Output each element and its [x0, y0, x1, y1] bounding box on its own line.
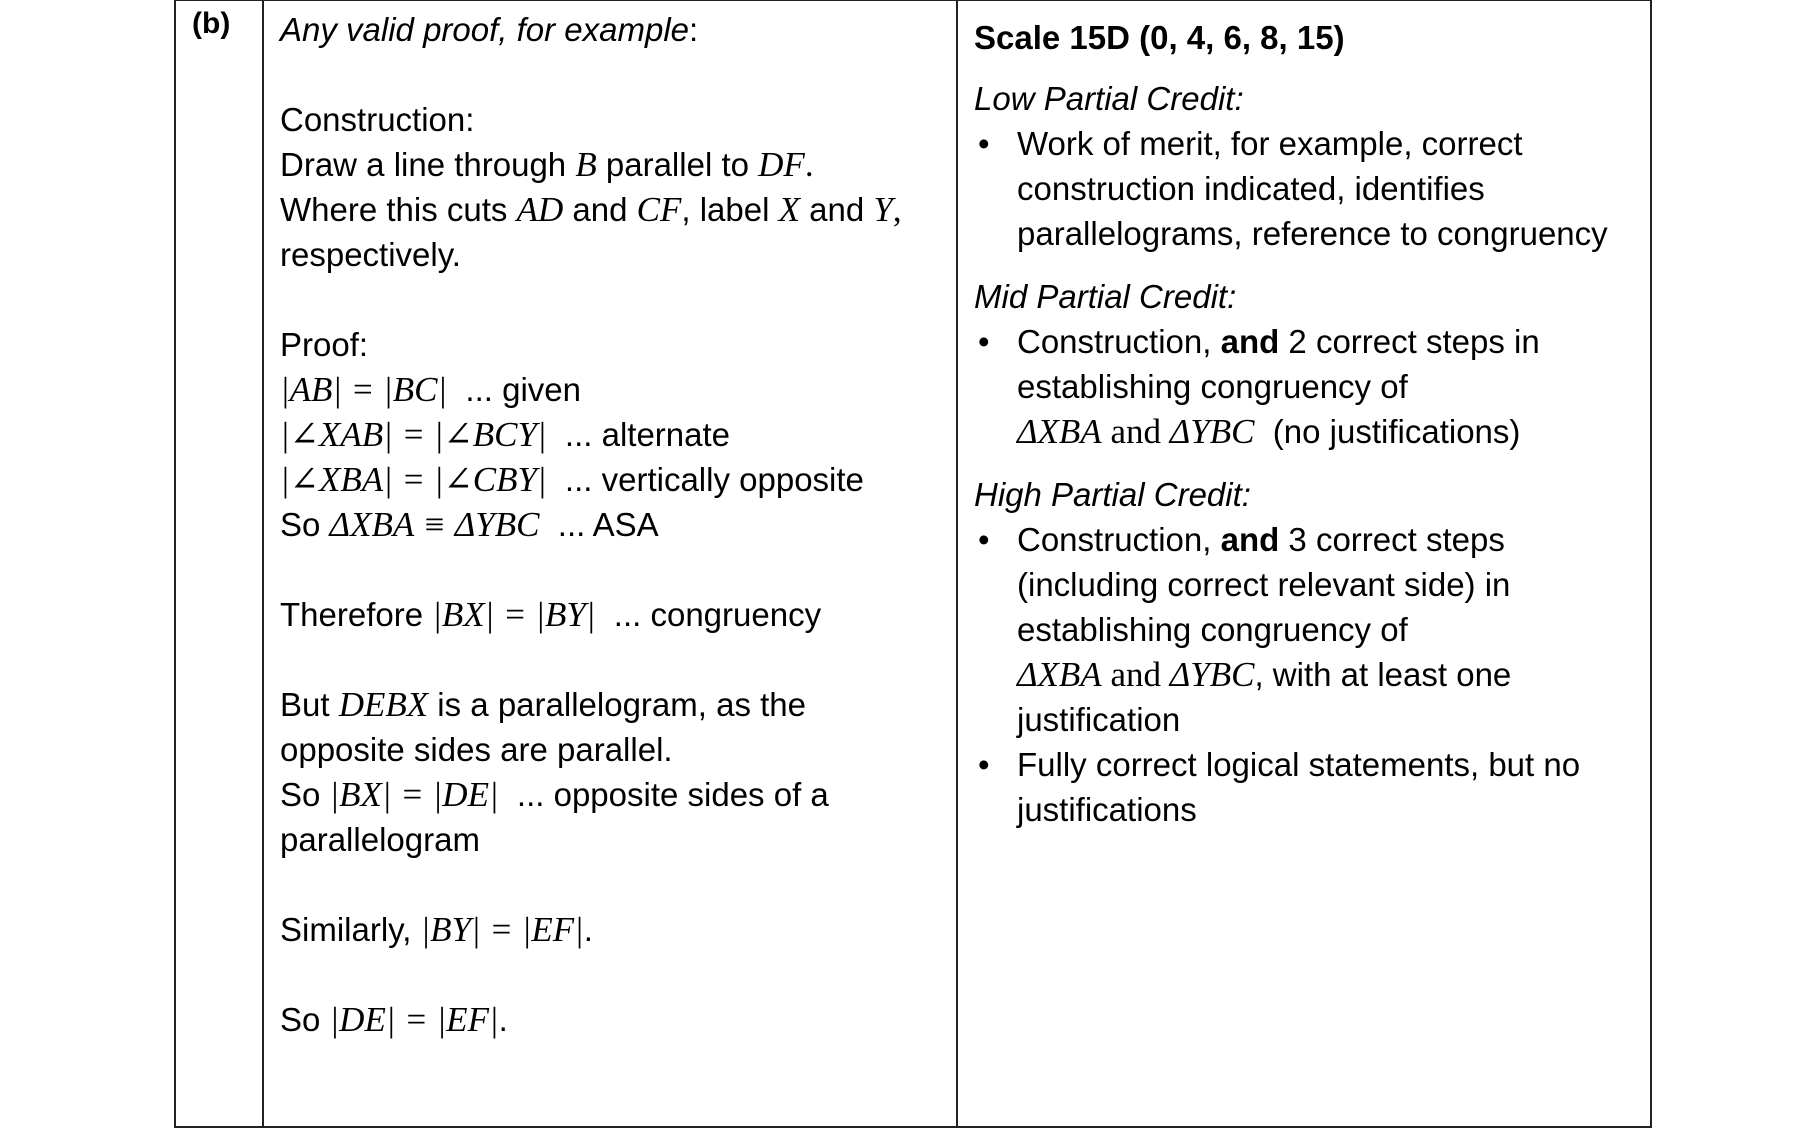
proof-step-3: |∠XBA| = |∠CBY| ... vertically opposite [280, 460, 864, 499]
solution-intro: Any valid proof, for example: [280, 11, 699, 48]
parallelogram-line-2: opposite sides are parallel. [280, 731, 673, 768]
proof-step-4: So ΔXBA ≡ ΔYBC ... ASA [280, 505, 659, 544]
low-partial-credit [974, 76, 1644, 256]
construction-line-3: respectively. [280, 236, 461, 273]
solution-column [280, 7, 940, 1042]
high-partial-credit [974, 472, 1644, 832]
column-divider [956, 1, 958, 1126]
construction-heading: Construction: [280, 101, 475, 138]
proof-step-1: |AB| = |BC| ... given [280, 370, 581, 409]
marking-scheme-table [174, 0, 1652, 1128]
conclusion-line: So |DE| = |EF|. [280, 1000, 508, 1039]
list-item: • Fully correct logical statements, but no justifications [974, 742, 1644, 832]
bullet-icon: • [978, 323, 990, 360]
similarly-line: Similarly, |BY| = |EF|. [280, 910, 593, 949]
therefore-line: Therefore |BX| = |BY| ... congruency [280, 595, 822, 634]
construction-line-1: Draw a line through B parallel to DF. [280, 145, 814, 184]
parallelogram-line-1: But DEBX is a parallelogram, as the [280, 685, 806, 724]
list-item: • Construction, and 3 correct steps (including correct relevant side) in establishing congruency of ΔXBA and ΔYBC, with at least one justification [974, 517, 1644, 742]
column-divider [262, 1, 264, 1126]
proof-heading: Proof: [280, 326, 369, 363]
bullet-icon: • [978, 521, 990, 558]
bullet-icon: • [978, 125, 990, 162]
mid-credit-heading: Mid Partial Credit: [974, 278, 1237, 315]
low-credit-heading: Low Partial Credit: [974, 80, 1244, 117]
bullet-icon: • [978, 746, 990, 783]
opposite-sides-line-2: parallelogram [280, 821, 480, 858]
proof-step-2: |∠XAB| = |∠BCY| ... alternate [280, 415, 731, 454]
mid-partial-credit [974, 274, 1644, 454]
opposite-sides-line-1: So |BX| = |DE| ... opposite sides of a [280, 775, 829, 814]
scale-title: Scale 15D (0, 4, 6, 8, 15) [974, 19, 1345, 56]
list-item: • Work of merit, for example, correct construction indicated, identifies parallelograms, reference to congruency [974, 121, 1644, 256]
part-label: (b) [192, 7, 231, 40]
construction-line-2: Where this cuts AD and CF, label X and Y, [280, 190, 902, 229]
marking-column [974, 15, 1644, 850]
list-item: • Construction, and 2 correct steps in establishing congruency of ΔXBA and ΔYBC (no justifications) [974, 319, 1644, 454]
high-credit-heading: High Partial Credit: [974, 476, 1251, 513]
